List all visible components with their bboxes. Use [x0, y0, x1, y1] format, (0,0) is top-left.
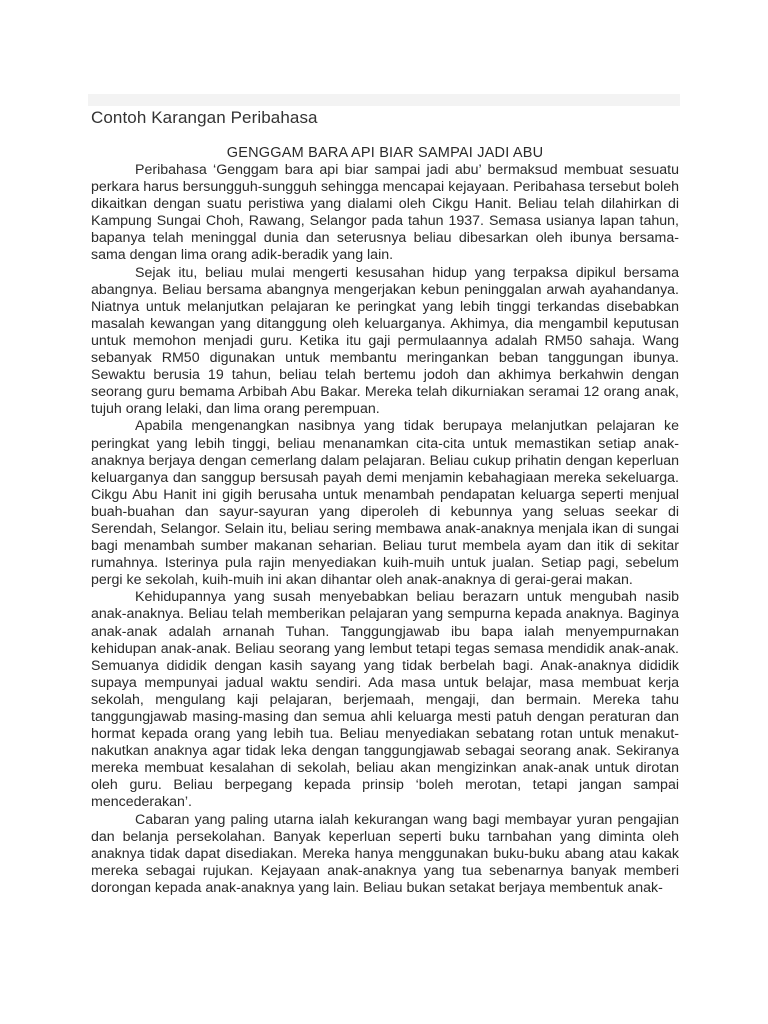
- paragraph-2: Sejak itu, beliau mulai mengerti kesusahan hidup yang terpaksa dipikul bersama abangnya. Beliau bersama abangnya mengerjakan kebun peninggalan arwah ayahandanya. Niatnya untuk melanjutkan pelajaran ke peringkat yang lebih tinggi terkandas disebabkan masalah kewangan yang ditanggung oleh keluarganya. Akhimya, dia mengambil keputusan untuk memohon menjadi guru. Ketika itu gaji permulaannya adalah RM50 sahaja. Wang sebanyak RM50 digunakan untuk membantu meringankan beban tanggungan ibunya. Sewaktu berusia 19 tahun, beliau telah bertemu jodoh dan akhimya berkahwin dengan seorang guru bemama Arbibah Abu Bakar. Mereka telah dikurniakan seramai 12 orang anak, tujuh orang lelaki, dan lima orang perempuan.: [91, 264, 679, 418]
- document-title: Contoh Karangan Peribahasa: [91, 108, 318, 127]
- article-heading: GENGGAM BARA API BIAR SAMPAI JADI ABU: [226, 145, 544, 161]
- article-body: [91, 145, 679, 897]
- paragraph-1: Peribahasa ‘Genggam bara api biar sampai jadi abu’ bermaksud membuat sesuatu perkara harus bersungguh-sungguh sehingga mencapai kejayaan. Peribahasa tersebut boleh dikaitkan dengan suatu peristiwa yang dialami oleh Cikgu Hanit. Beliau telah dilahirkan di Kampung Sungai Choh, Rawang, Selangor pada tahun 1937. Semasa usianya lapan tahun, bapanya telah meninggal dunia dan seterusnya beliau dibesarkan oleh ibunya bersama-sama dengan lima orang adik-beradik yang lain.: [91, 162, 679, 264]
- paragraph-4: Kehidupannya yang susah menyebabkan beliau berazarn untuk mengubah nasib anak-anaknya. Beliau telah memberikan pelajaran yang sempurna kepada anaknya. Baginya anak-anak adalah arnanah Tuhan. Tanggungjawab ibu bapa ialah menyempurnakan kehidupan anak-anak. Beliau seorang yang lembut tetapi tegas semasa mendidik anak-anak. Semuanya dididik dengan kasih sayang yang tidak berbelah bagi. Anak-anaknya dididik supaya mempunyai jadual waktu sendiri. Ada masa untuk belajar, masa membuat kerja sekolah, mengulang kaji pelajaran, berjemaah, mengaji, dan bermain. Mereka tahu tanggungjawab masing-masing dan semua ahli keluarga mesti patuh dengan peraturan dan hormat kepada orang yang lebih tua. Beliau menyediakan sebatang rotan untuk menakut-nakutkan anaknya agar tidak leka dengan tanggungjawab sebagai seorang anak. Sekiranya mereka membuat kesalahan di sekolah, beliau akan mengizinkan anak-anak untuk dirotan oleh guru. Beliau berpegang kepada prinsip ‘boleh merotan, tetapi jangan sampai mencederakan’.: [91, 589, 679, 811]
- top-divider-bar: [88, 94, 680, 106]
- paragraph-3: Apabila mengenangkan nasibnya yang tidak berupaya melanjutkan pelajaran ke peringkat yang lebih tinggi, beliau menanamkan cita-cita untuk memastikan setiap anak-anaknya berjaya dengan cemerlang dalam pelajaran. Beliau cukup prihatin dengan keperluan keluarganya dan sanggup bersusah payah demi menjamin kebahagiaan mereka sekeluarga. Cikgu Abu Hanit ini gigih berusaha untuk menambah pendapatan keluarga seperti menjual buah-buahan dan sayur-sayuran yang diperoleh di kebunnya yang seluas seekar di Serendah, Selangor. Selain itu, beliau sering membawa anak-anaknya menjala ikan di sungai bagi menambah sumber makanan seharian. Beliau turut membela ayam dan itik di sekitar rumahnya. Isterinya pula rajin menyediakan kuih-muih untuk jualan. Setiap pagi, sebelum pergi ke sekolah, kuih-muih ini akan dihantar oleh anak-anaknya di gerai-gerai makan.: [91, 418, 679, 589]
- paragraph-5: Cabaran yang paling utarna ialah kekurangan wang bagi membayar yuran pengajian dan belanja persekolahan. Banyak keperluan seperti buku tarnbahan yang diminta oleh anaknya tidak dapat disediakan. Mereka hanya menggunakan buku-buku abang atau kakak mereka sebagai rujukan. Kejayaan anak-anaknya yang tua sebenarnya banyak memberi dorongan kepada anak-anaknya yang lain. Beliau bukan setakat berjaya membentuk anak-: [91, 811, 679, 896]
